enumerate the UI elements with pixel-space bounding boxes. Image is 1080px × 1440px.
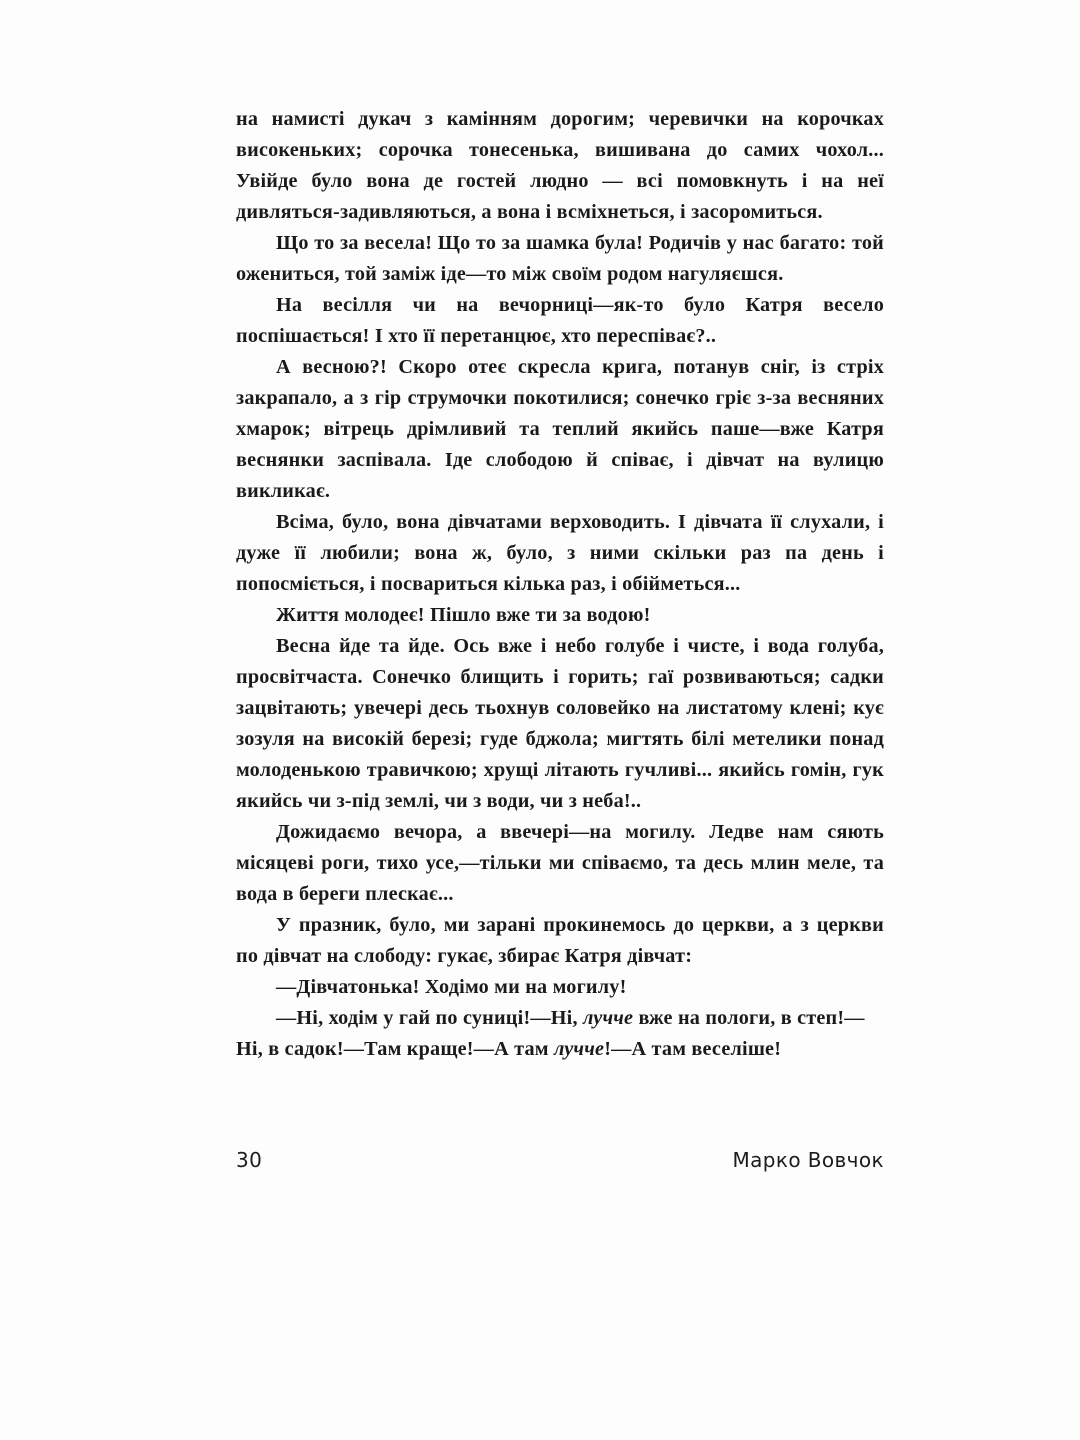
emphasis-text: лучче [582,1007,634,1029]
emphasis-text: лучче [553,1038,605,1060]
page-body-text [236,104,884,1065]
body-paragraph: —Дівчатонька! Ходімо ми на могилу! [276,976,627,998]
body-paragraph: А весною?! Скоро отеє скресла крига, потанув сніг, із стріх закрапало, а з гір струмочки покотилися; сонечко гріє з-за весняних хмарок; вітрець дрімливий та теплий якийсь паше—вже Катря веснянки заспівала. Іде слободою й співає, і дівчат на вулицю викликає. [236,356,884,502]
body-paragraph: На весілля чи на вечорниці—як-то було Катря весело поспішається! І хто її перетанцює, хто переспіває?.. [236,294,884,347]
body-paragraph: У празник, було, ми зарані прокинемось до церкви, а з церкви по дівчат на слободу: гукає, збирає Катря дівчат: [236,914,884,967]
page-footer [236,1148,884,1172]
body-paragraph: Всіма, було, вона дівчатами верховодить. І дівчата її слухали, і дуже її любили; вона ж, було, з ними скільки раз па день і попосміється, і посвариться кілька раз, і обійметься... [236,511,884,595]
body-paragraph: Весна йде та йде. Ось вже і небо голубе і чисте, і вода голуба, просвітчаста. Сонечко блищить і горить; гаї розвиваються; садки зацвітають; увечері десь тьохнув соловейко на листатому клені; кує зозуля на високій березі; гуде бджола; мигтять білі метелики понад молоденькою травичкою; хрущі літають гучливі... якийсь гомін, гук якийсь чи з-під землі, чи з води, чи з неба!.. [236,635,884,812]
body-paragraph: Що то за весела! Що то за шамка була! Родичів у нас багато: той ожениться, той заміж іде—то між своїм родом нагуляєшся. [236,232,884,285]
body-paragraph: Дожидаємо вечора, а ввечері—на могилу. Ледве нам сяють місяцеві роги, тихо усе,—тільки ми співаємо, та десь млин меле, та вода в береги плескає... [236,821,884,905]
body-paragraph: на намисті дукач з камінням дорогим; черевички на корочках високеньких; сорочка тонесенька, вишивана до самих чохол... Увійде було вона де гостей людно — всі помовкнуть і на неї дивляться-задивляються, а вона і всміхнеться, і засоромиться. [236,108,884,223]
page-number: 30 [236,1148,263,1172]
body-paragraph: Життя молодеє! Пішло вже ти за водою! [276,604,651,626]
body-paragraph: —Ні, ходім у гай по суниці!—Ні, лучче вже на пологи, в степ!—Ні, в садок!—Там краще!—А там лучче!—А там веселіше! [236,1007,865,1060]
running-head-author: Марко Вовчок [732,1148,884,1172]
